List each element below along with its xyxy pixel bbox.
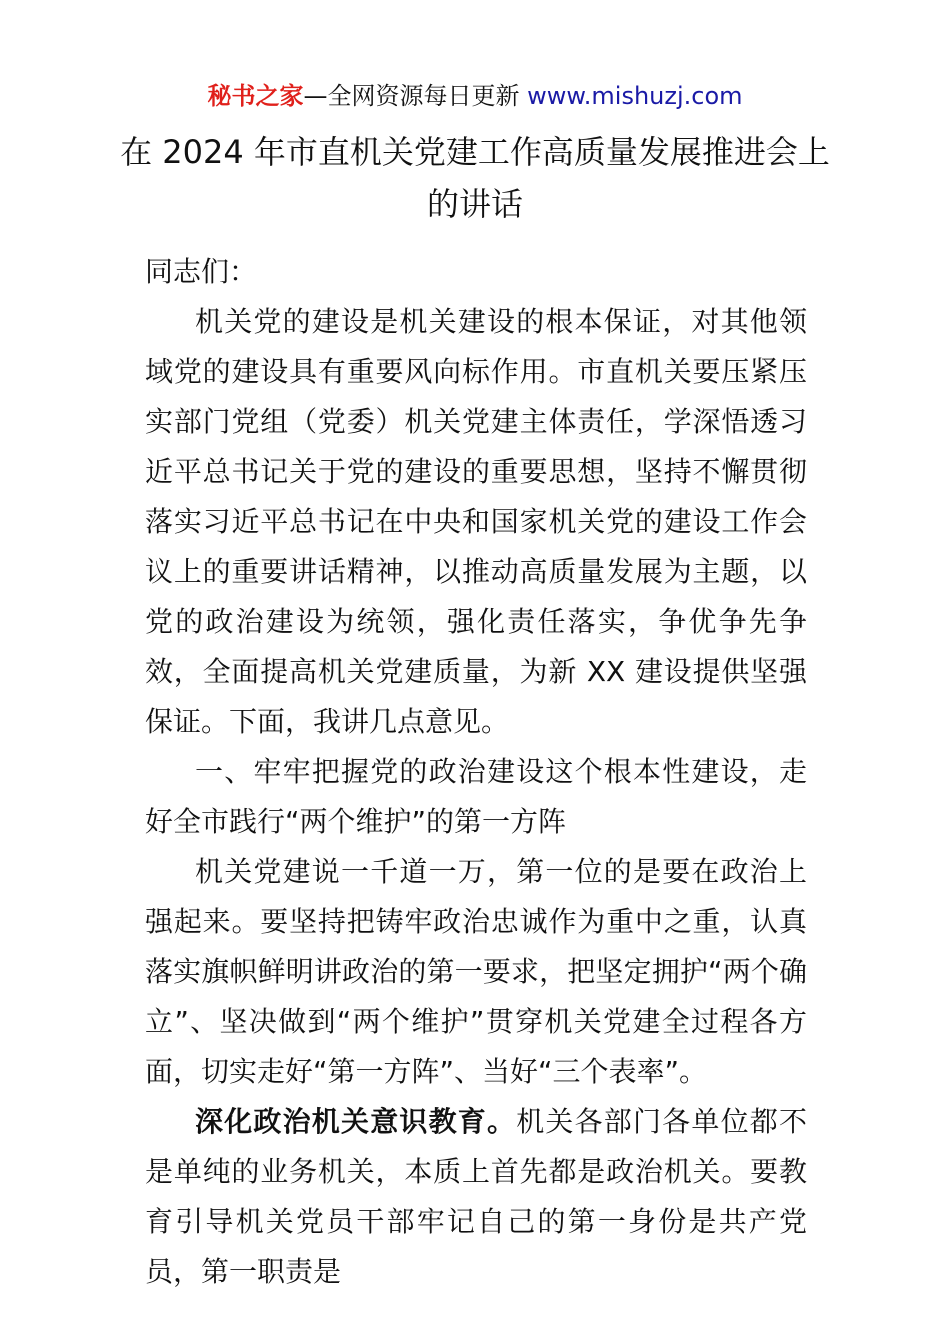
site-url-link[interactable]: www.mishuzj.com — [527, 82, 743, 110]
site-header — [0, 80, 950, 112]
section-heading-1: 一、牢牢把握党的政治建设这个根本性建设，走好全市践行“两个维护”的第一方阵 — [145, 755, 807, 838]
salutation: 同志们： — [145, 255, 258, 288]
site-tagline: —全网资源每日更新 — [303, 82, 520, 110]
site-brand: 秘书之家 — [207, 82, 304, 110]
document-body — [145, 247, 807, 1297]
paragraph-lead-body: 机关各部门各单位都不是单纯的业务机关，本质上首先都是政治机关。要教育引导机关党员干部牢记自己的第一身份是共产党员，第一职责是 — [145, 1105, 807, 1288]
document-title: 在 2024 年市直机关党建工作高质量发展推进会上的讲话 — [120, 133, 830, 223]
paragraph-intro: 机关党的建设是机关建设的根本保证，对其他领域党的建设具有重要风向标作用。市直机关要压紧压实部门党组（党委）机关党建主体责任，学深悟透习近平总书记关于党的建设的重要思想，坚持不懈贯彻落实习近平总书记在中央和国家机关党的建设工作会议上的重要讲话精神，以推动高质量发展为主题，以党的政治建设为统领，强化责任落实，争优争先争效，全面提高机关党建质量，为新 XX 建设提供坚强保证。下面，我讲几点意见。 — [145, 305, 807, 738]
paragraph-political-construction: 机关党建说一千道一万，第一位的是要在政治上强起来。要坚持把铸牢政治忠诚作为重中之重，认真落实旗帜鲜明讲政治的第一要求，把坚定拥护“两个确立”、坚决做到“两个维护”贯穿机关党建全过程各方面，切实走好“第一方阵”、当好“三个表率”。 — [145, 855, 807, 1088]
paragraph-lead-bold: 深化政治机关意识教育。 — [195, 1105, 517, 1138]
paragraph-political-awareness — [145, 1097, 807, 1297]
